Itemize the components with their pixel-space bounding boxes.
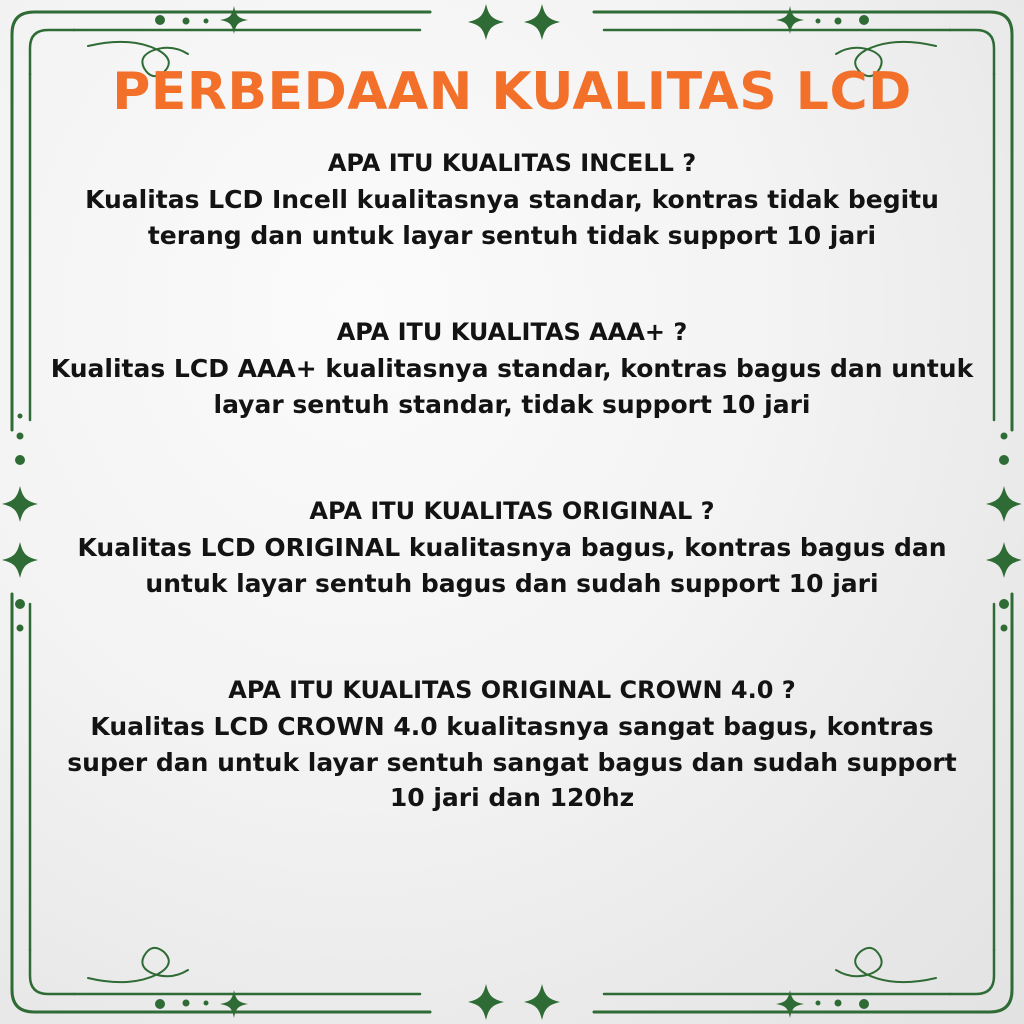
sections-list <box>50 132 974 816</box>
section-body: Kualitas LCD AAA+ kualitasnya standar, kontras bagus dan untuk layar sentuh standar, tidak support 10 jari <box>50 354 974 419</box>
section-aaa-plus <box>50 317 974 422</box>
section-body: Kualitas LCD CROWN 4.0 kualitasnya sangat bagus, kontras super dan untuk layar sentuh sangat bagus dan sudah support 10 jari dan 120hz <box>67 712 957 812</box>
section-heading: APA ITU KUALITAS ORIGINAL ? <box>309 497 715 525</box>
section-original-crown-40 <box>50 675 974 816</box>
section-incell <box>50 148 974 253</box>
section-heading: APA ITU KUALITAS ORIGINAL CROWN 4.0 ? <box>228 676 796 704</box>
section-body: Kualitas LCD ORIGINAL kualitasnya bagus, kontras bagus dan untuk layar sentuh bagus dan sudah support 10 jari <box>77 533 947 598</box>
page-title: PERBEDAAN KUALITAS LCD <box>112 62 912 122</box>
section-body: Kualitas LCD Incell kualitasnya standar, kontras tidak begitu terang dan untuk layar sentuh tidak support 10 jari <box>85 185 939 250</box>
poster-content <box>50 48 974 976</box>
section-original <box>50 496 974 601</box>
section-heading: APA ITU KUALITAS AAA+ ? <box>336 318 688 346</box>
section-heading: APA ITU KUALITAS INCELL ? <box>327 149 697 177</box>
